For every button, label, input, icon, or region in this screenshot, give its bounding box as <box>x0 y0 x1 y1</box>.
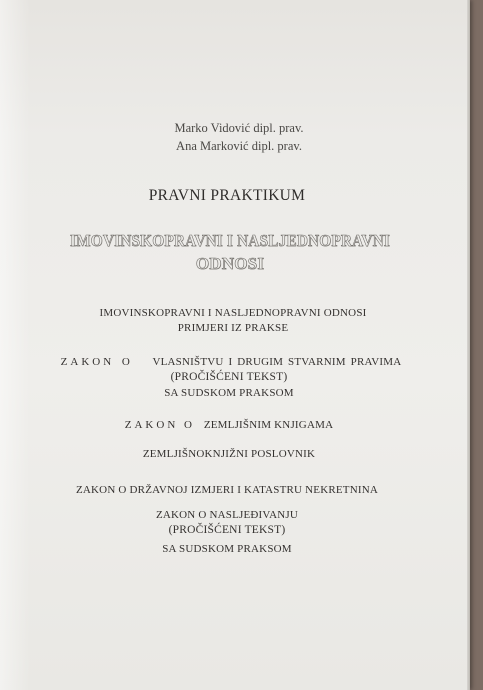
document-title: PRAVNI PRAKTIKUM <box>148 187 306 204</box>
contents-item-1-line-2: PRIMJERI IZ PRAKSE <box>177 322 289 334</box>
contents-item-3-title: ZEMLJIŠNIM KNJIGAMA <box>203 419 334 431</box>
contents-item-4: ZEMLJIŠNOKNJIŽNI POSLOVNIK <box>142 448 316 460</box>
subtitle-line-2: ODNOSI <box>195 254 265 273</box>
contents-item-2-prefix: ZAKON O <box>60 356 133 368</box>
contents-item-3 <box>0 419 464 431</box>
subtitle-line-1: IMOVINSKOPRAVNI I NASLJEDNOPRAVNI <box>70 231 390 250</box>
page-edge <box>467 0 470 690</box>
contents-item-3-prefix: ZAKON O <box>124 419 195 431</box>
contents-item-5: ZAKON O DRŽAVNOJ IZMJERI I KATASTRU NEKRETNINA <box>75 484 379 496</box>
author-1: Marko Vidović dipl. prav. <box>174 121 304 135</box>
contents-item-2-line-2: (PROČIŠĆENI TEKST) <box>170 371 288 383</box>
contents-item-2-line-1 <box>0 356 466 368</box>
contents-item-1-line-1: IMOVINSKOPRAVNI I NASLJEDNOPRAVNI ODNOSI <box>99 307 367 319</box>
contents-item-6-line-3: SA SUDSKOM PRAKSOM <box>162 543 292 555</box>
contents-item-2-title: VLASNIŠTVU I DRUGIM STVARNIM PRAVIMA <box>152 356 402 368</box>
contents-item-6-line-1: ZAKON O NASLJEĐIVANJU <box>155 509 299 521</box>
author-2: Ana Marković dipl. prav. <box>176 139 302 153</box>
page-shading <box>0 0 30 690</box>
contents-item-6-line-2: (PROČIŠĆENI TEKST) <box>168 524 286 536</box>
contents-item-2-line-3: SA SUDSKOM PRAKSOM <box>164 387 294 399</box>
